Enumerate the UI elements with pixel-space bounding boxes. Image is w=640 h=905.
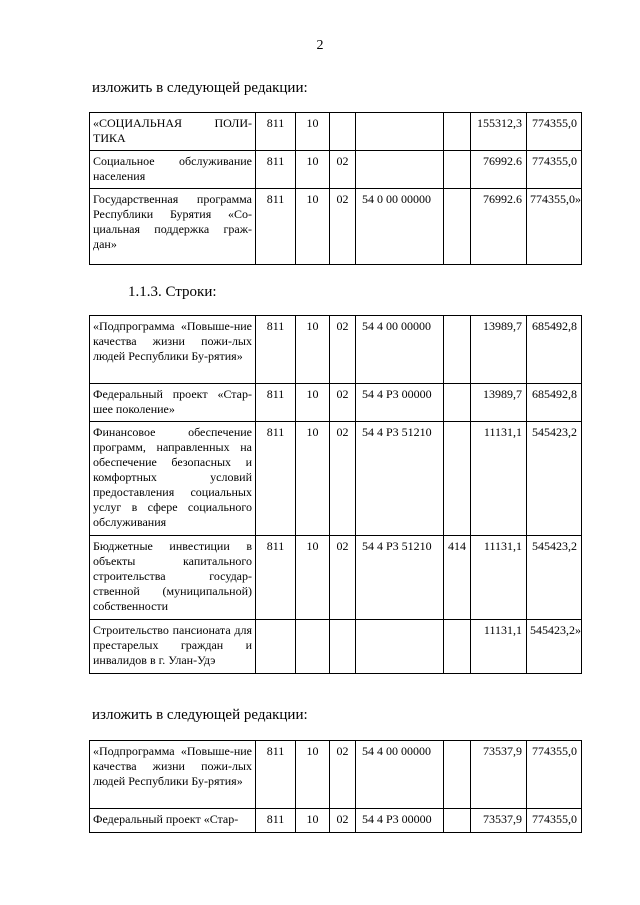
- amount-year-1: 76992.6: [471, 151, 527, 189]
- subsection-code: [330, 113, 356, 151]
- expense-type: 414: [444, 536, 471, 620]
- target-article: [356, 113, 444, 151]
- amount-year-2: 774355,0: [527, 809, 582, 833]
- table-row: [90, 384, 582, 422]
- expense-type: [444, 620, 471, 674]
- ministry-code: 811: [256, 151, 296, 189]
- subsection-code: [330, 620, 356, 674]
- expense-type: [444, 316, 471, 384]
- expense-type: [444, 189, 471, 265]
- row-name: Строительство пансионата для престарелых граждан и инвалидов в г. Улан-Удэ: [90, 620, 256, 674]
- ministry-code: 811: [256, 189, 296, 265]
- section-code: 10: [296, 536, 330, 620]
- target-article: 54 0 00 00000: [356, 189, 444, 265]
- amount-year-2: 774355,0: [527, 113, 582, 151]
- subsection-code: 02: [330, 189, 356, 265]
- row-name: «Подпрограмма «Повыше-ние качества жизни пожи-лых людей Республики Бу-рятия»: [90, 316, 256, 384]
- section-code: 10: [296, 189, 330, 265]
- target-article: 54 4 P3 51210: [356, 536, 444, 620]
- heading-edit-2: изложить в следующей редакции:: [92, 707, 308, 723]
- target-article: 54 4 P3 00000: [356, 809, 444, 833]
- table-row: [90, 316, 582, 384]
- amount-year-2: 685492,8: [527, 316, 582, 384]
- expense-type: [444, 384, 471, 422]
- ministry-code: 811: [256, 536, 296, 620]
- subsection-code: 02: [330, 536, 356, 620]
- subsection-code: 02: [330, 422, 356, 536]
- budget-table-3: [89, 740, 582, 833]
- row-name: «Подпрограмма «Повыше-ние качества жизни пожи-лых людей Республики Бу-рятия»: [90, 741, 256, 809]
- section-code: 10: [296, 809, 330, 833]
- row-name: «СОЦИАЛЬНАЯ ПОЛИ-ТИКА: [90, 113, 256, 151]
- amount-year-2: 685492,8: [527, 384, 582, 422]
- amount-year-1: 73537,9: [471, 809, 527, 833]
- page-number: 2: [316, 38, 324, 53]
- amount-year-1: 11131,1: [471, 620, 527, 674]
- table-row: [90, 536, 582, 620]
- subsection-code: 02: [330, 741, 356, 809]
- table-row: [90, 151, 582, 189]
- expense-type: [444, 151, 471, 189]
- heading-edit-1: изложить в следующей редакции:: [92, 80, 308, 96]
- table-row: [90, 809, 582, 833]
- amount-year-2: 774355,0»: [527, 189, 582, 265]
- table-row: [90, 113, 582, 151]
- table-row: [90, 620, 582, 674]
- expense-type: [444, 113, 471, 151]
- target-article: [356, 151, 444, 189]
- amount-year-2: 545423,2»: [527, 620, 582, 674]
- section-code: 10: [296, 316, 330, 384]
- target-article: 54 4 00 00000: [356, 316, 444, 384]
- section-code: 10: [296, 384, 330, 422]
- section-code: 10: [296, 113, 330, 151]
- table-row: [90, 422, 582, 536]
- expense-type: [444, 741, 471, 809]
- target-article: 54 4 P3 00000: [356, 384, 444, 422]
- amount-year-1: 73537,9: [471, 741, 527, 809]
- row-name: Государственная программа Республики Бурятия «Со-циальная поддержка граж-дан»: [90, 189, 256, 265]
- amount-year-2: 545423,2: [527, 422, 582, 536]
- expense-type: [444, 809, 471, 833]
- ministry-code: 811: [256, 113, 296, 151]
- row-name: Федеральный проект «Стар-: [90, 809, 256, 833]
- section-code: 10: [296, 151, 330, 189]
- amount-year-1: 155312,3: [471, 113, 527, 151]
- heading-rows: 1.1.3. Строки:: [128, 284, 217, 300]
- ministry-code: 811: [256, 422, 296, 536]
- subsection-code: 02: [330, 809, 356, 833]
- amount-year-1: 76992.6: [471, 189, 527, 265]
- target-article: 54 4 P3 51210: [356, 422, 444, 536]
- table-row: [90, 741, 582, 809]
- target-article: [356, 620, 444, 674]
- amount-year-2: 774355,0: [527, 151, 582, 189]
- subsection-code: 02: [330, 384, 356, 422]
- ministry-code: 811: [256, 809, 296, 833]
- ministry-code: 811: [256, 741, 296, 809]
- ministry-code: [256, 620, 296, 674]
- row-name: Социальное обслуживание населения: [90, 151, 256, 189]
- section-code: 10: [296, 422, 330, 536]
- amount-year-2: 774355,0: [527, 741, 582, 809]
- row-name: Бюджетные инвестиции в объекты капитального строительства государ-ственной (муниципальной) собственности: [90, 536, 256, 620]
- row-name: Федеральный проект «Стар-шее поколение»: [90, 384, 256, 422]
- subsection-code: 02: [330, 316, 356, 384]
- budget-table-1: [89, 112, 582, 265]
- budget-table-2: [89, 315, 582, 674]
- row-name: Финансовое обеспечение программ, направленных на обеспечение безопасных и комфортных условий предоставления социальных услуг в сфере социального обслуживания: [90, 422, 256, 536]
- table-row: [90, 189, 582, 265]
- ministry-code: 811: [256, 316, 296, 384]
- target-article: 54 4 00 00000: [356, 741, 444, 809]
- ministry-code: 811: [256, 384, 296, 422]
- amount-year-1: 11131,1: [471, 536, 527, 620]
- section-code: [296, 620, 330, 674]
- amount-year-1: 11131,1: [471, 422, 527, 536]
- expense-type: [444, 422, 471, 536]
- amount-year-2: 545423,2: [527, 536, 582, 620]
- amount-year-1: 13989,7: [471, 316, 527, 384]
- section-code: 10: [296, 741, 330, 809]
- subsection-code: 02: [330, 151, 356, 189]
- amount-year-1: 13989,7: [471, 384, 527, 422]
